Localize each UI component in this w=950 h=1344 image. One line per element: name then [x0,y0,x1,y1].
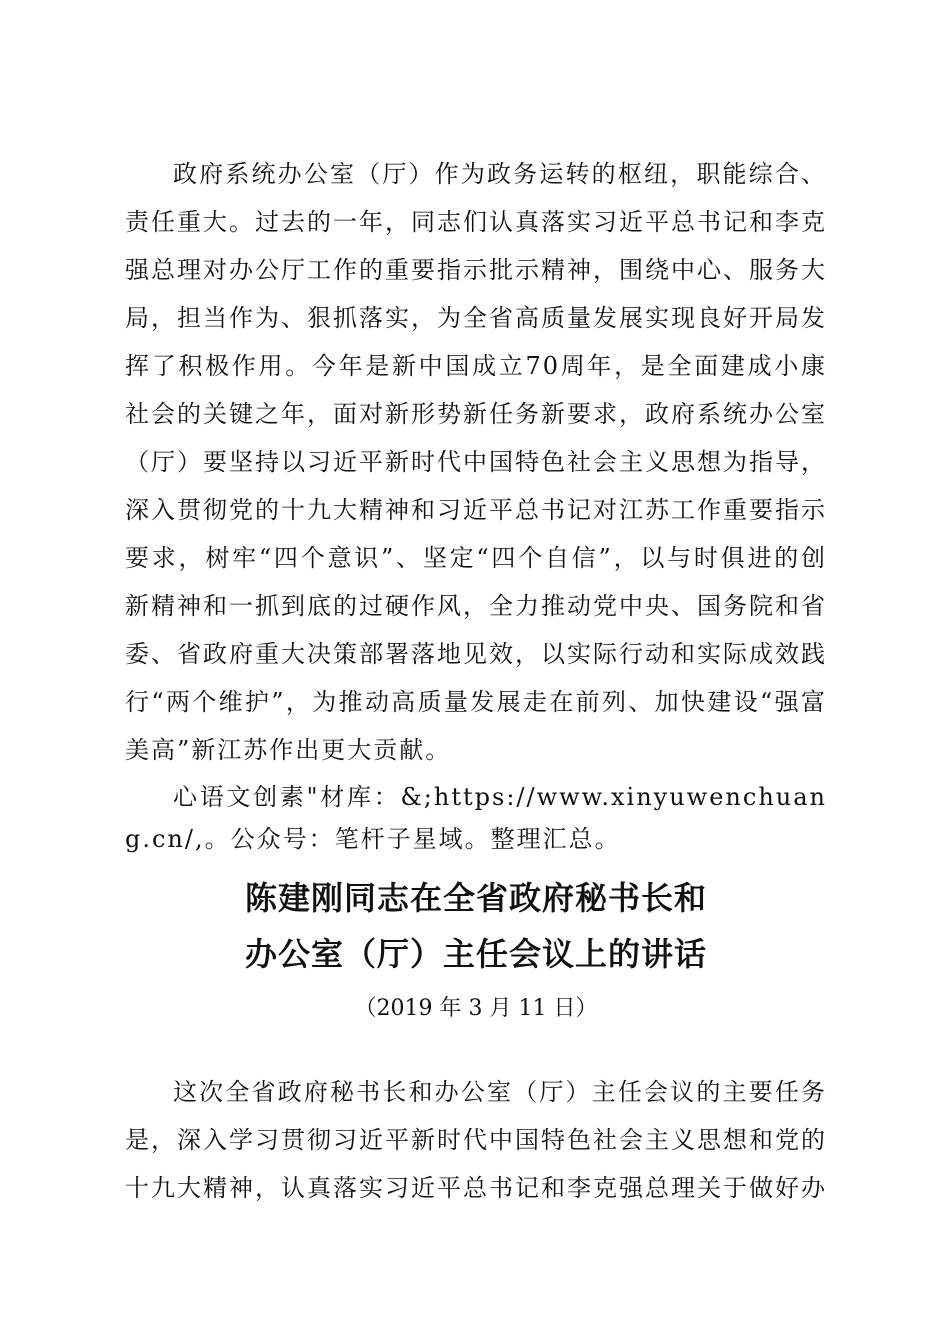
speech-date: （2019 年 3 月 11 日） [354,996,598,1021]
intro-paragraph: 政府系统办公室（厅）作为政务运转的枢纽，职能综合、责任重大。过去的一年，同志们认真落实习近平总书记和李克强总理对办公厅工作的重要指示批示精神，围绕中心、服务大局，担当作为、狠抓落实，为全省高质量发展实现良好开局发挥了积极作用。今年是新中国成立70周年，是全面建成小康社会的关键之年，面对新形势新任务新要求，政府系统办公室（厅）要坚持以习近平新时代中国特色社会主义思想为指导，深入贯彻党的十九大精神和习近平总书记对江苏工作重要指示要求，树牢“四个意识”、坚定“四个自信”，以与时俱进的创新精神和一抓到底的过硬作风，全力推动党中央、国务院和省委、省政府重大决策部署落地见效，以实际行动和实际成效践行“两个维护”，为推动高质量发展走在前列、加快建设“强富美高”新江苏作出更大贡献。 [125,160,827,764]
speech-title [125,870,827,982]
title-line-2: 办公室（厅）主任会议上的讲话 [244,935,707,973]
body-paragraph: 这次全省政府秘书长和办公室（厅）主任会议的主要任务是，深入学习贯彻习近平新时代中国特色社会主义思想和党的十九大精神，认真落实习近平总书记和李克强总理关于做好办 [125,1078,827,1202]
title-line-1: 陈建刚同志在全省政府秘书长和 [244,879,707,917]
document-page [125,150,827,1212]
source-note: 心语文创素"材库：&;https://www.xinyuwenchuang.cn/,。公众号：笔杆子星域。整理汇总。 [125,783,827,853]
